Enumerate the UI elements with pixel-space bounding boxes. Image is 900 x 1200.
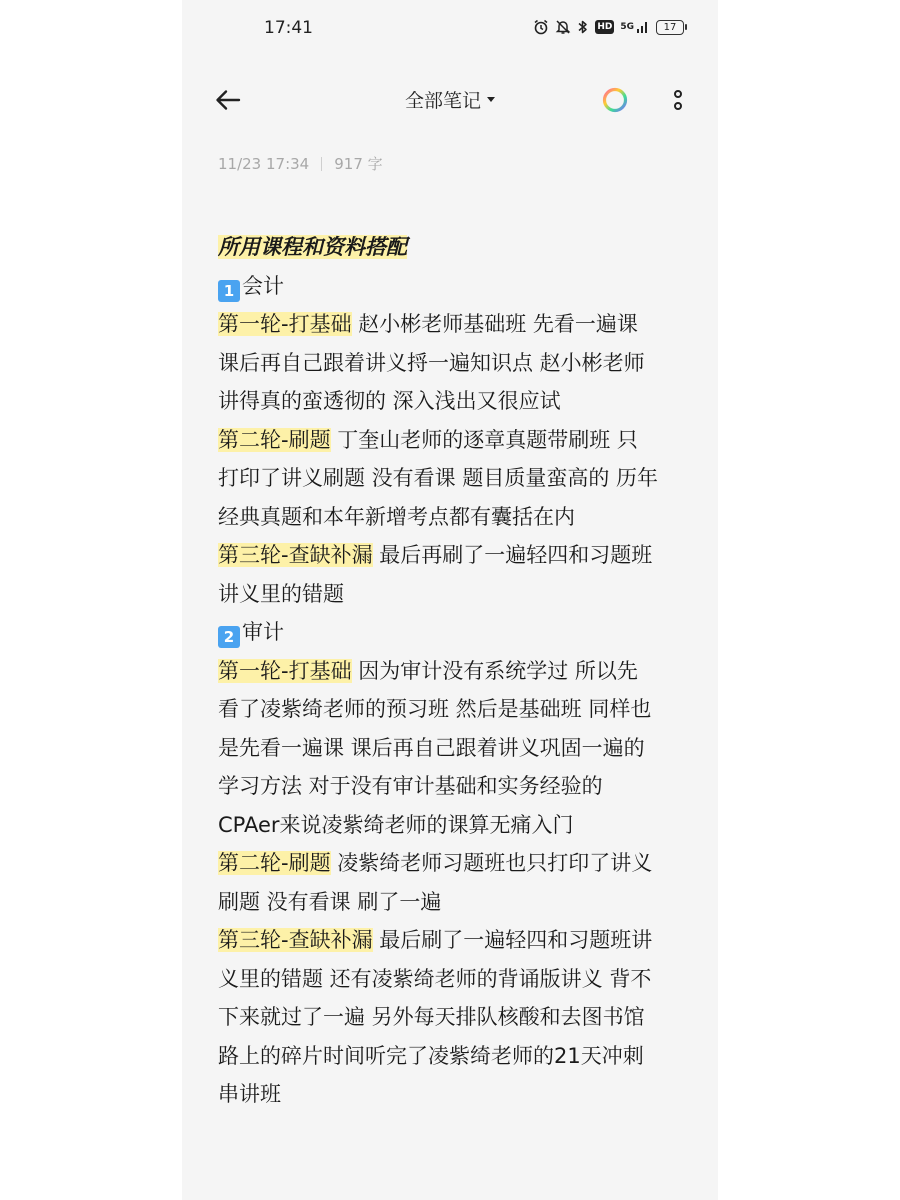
- section-heading-accounting: 1 会计: [218, 267, 688, 306]
- note-datetime: 11/23 17:34: [218, 154, 310, 173]
- note-folder-dropdown[interactable]: [182, 86, 718, 113]
- note-line: 下来就过了一遍 另外每天排队核酸和去图书馆: [218, 1005, 645, 1029]
- battery-level: 17: [656, 20, 684, 35]
- note-line: 串讲班: [218, 1082, 281, 1106]
- note-line: 讲得真的蛮透彻的 深入浅出又很应试: [218, 389, 561, 413]
- mute-icon: [555, 18, 571, 36]
- alarm-icon: [533, 18, 549, 36]
- status-bar: [182, 0, 718, 58]
- note-line: 刷题 没有看课 刷了一遍: [218, 889, 442, 914]
- round-tag: 第一轮-打基础: [218, 658, 352, 683]
- note-line: [218, 228, 688, 267]
- hd-icon: HD: [597, 22, 613, 32]
- note-line: 第三轮-查缺补漏 最后刷了一遍轻四和习题班讲: [218, 928, 653, 952]
- signal-icon: 5G: [620, 18, 650, 36]
- ring-assistant-icon: [600, 85, 630, 115]
- note-line: 路上的碎片时间听完了凌紫绮老师的21天冲刺: [218, 1043, 644, 1068]
- status-icons: [533, 18, 684, 36]
- note-line: 是先看一遍课 课后再自己跟着讲义巩固一遍的: [218, 735, 645, 760]
- note-title: 所用课程和资料搭配: [218, 235, 407, 259]
- meta-divider: [321, 157, 322, 171]
- note-line: 看了凌紫绮老师的预习班 然后是基础班 同样也: [218, 697, 652, 721]
- keycap-number-icon: 1: [218, 280, 240, 302]
- round-tag: 第一轮-打基础: [218, 312, 352, 336]
- section-heading-audit: 2 审计: [218, 613, 688, 652]
- bluetooth-icon: [577, 18, 589, 36]
- note-line: 第三轮-查缺补漏 最后再刷了一遍轻四和习题班: [218, 543, 653, 567]
- note-meta: [218, 153, 383, 174]
- note-line: 讲义里的错题: [218, 581, 344, 606]
- more-options-button[interactable]: [666, 84, 690, 116]
- note-line: 课后再自己跟着讲义捋一遍知识点 赵小彬老师: [218, 350, 645, 375]
- note-line: CPAer来说凌紫绮老师的课算无痛入门: [218, 812, 574, 837]
- round-tag: 第二轮-刷题: [218, 427, 331, 452]
- battery-icon: [656, 18, 684, 36]
- note-line: 义里的错题 还有凌紫绮老师的背诵版讲义 背不: [218, 966, 652, 991]
- dropdown-caret-icon: [487, 97, 495, 102]
- note-line: 第二轮-刷题 凌紫绮老师习题班也只打印了讲义: [218, 851, 653, 875]
- app-header: [182, 70, 718, 130]
- keycap-number-icon: 2: [218, 626, 240, 648]
- status-time: 17:41: [264, 18, 313, 38]
- note-line: 学习方法 对于没有审计基础和实务经验的: [218, 774, 603, 798]
- assistant-button[interactable]: [600, 85, 630, 115]
- note-line: 第一轮-打基础 因为审计没有系统学过 所以先: [218, 658, 638, 683]
- note-word-count: 917 字: [334, 155, 383, 173]
- note-line: 打印了讲义刷题 没有看课 题目质量蛮高的 历年: [218, 466, 659, 490]
- phone-screen: [182, 0, 718, 1200]
- round-tag: 第三轮-查缺补漏: [218, 543, 373, 567]
- round-tag: 第二轮-刷题: [218, 851, 331, 875]
- more-vertical-icon: [674, 90, 682, 98]
- header-title: 全部笔记: [404, 90, 481, 112]
- round-tag: 第三轮-查缺补漏: [218, 928, 373, 952]
- note-line: 第二轮-刷题 丁奎山老师的逐章真题带刷班 只: [218, 427, 638, 452]
- note-line: 第一轮-打基础 赵小彬老师基础班 先看一遍课: [218, 312, 638, 336]
- note-body[interactable]: [218, 228, 688, 1114]
- note-line: 经典真题和本年新增考点都有囊括在内: [218, 504, 575, 529]
